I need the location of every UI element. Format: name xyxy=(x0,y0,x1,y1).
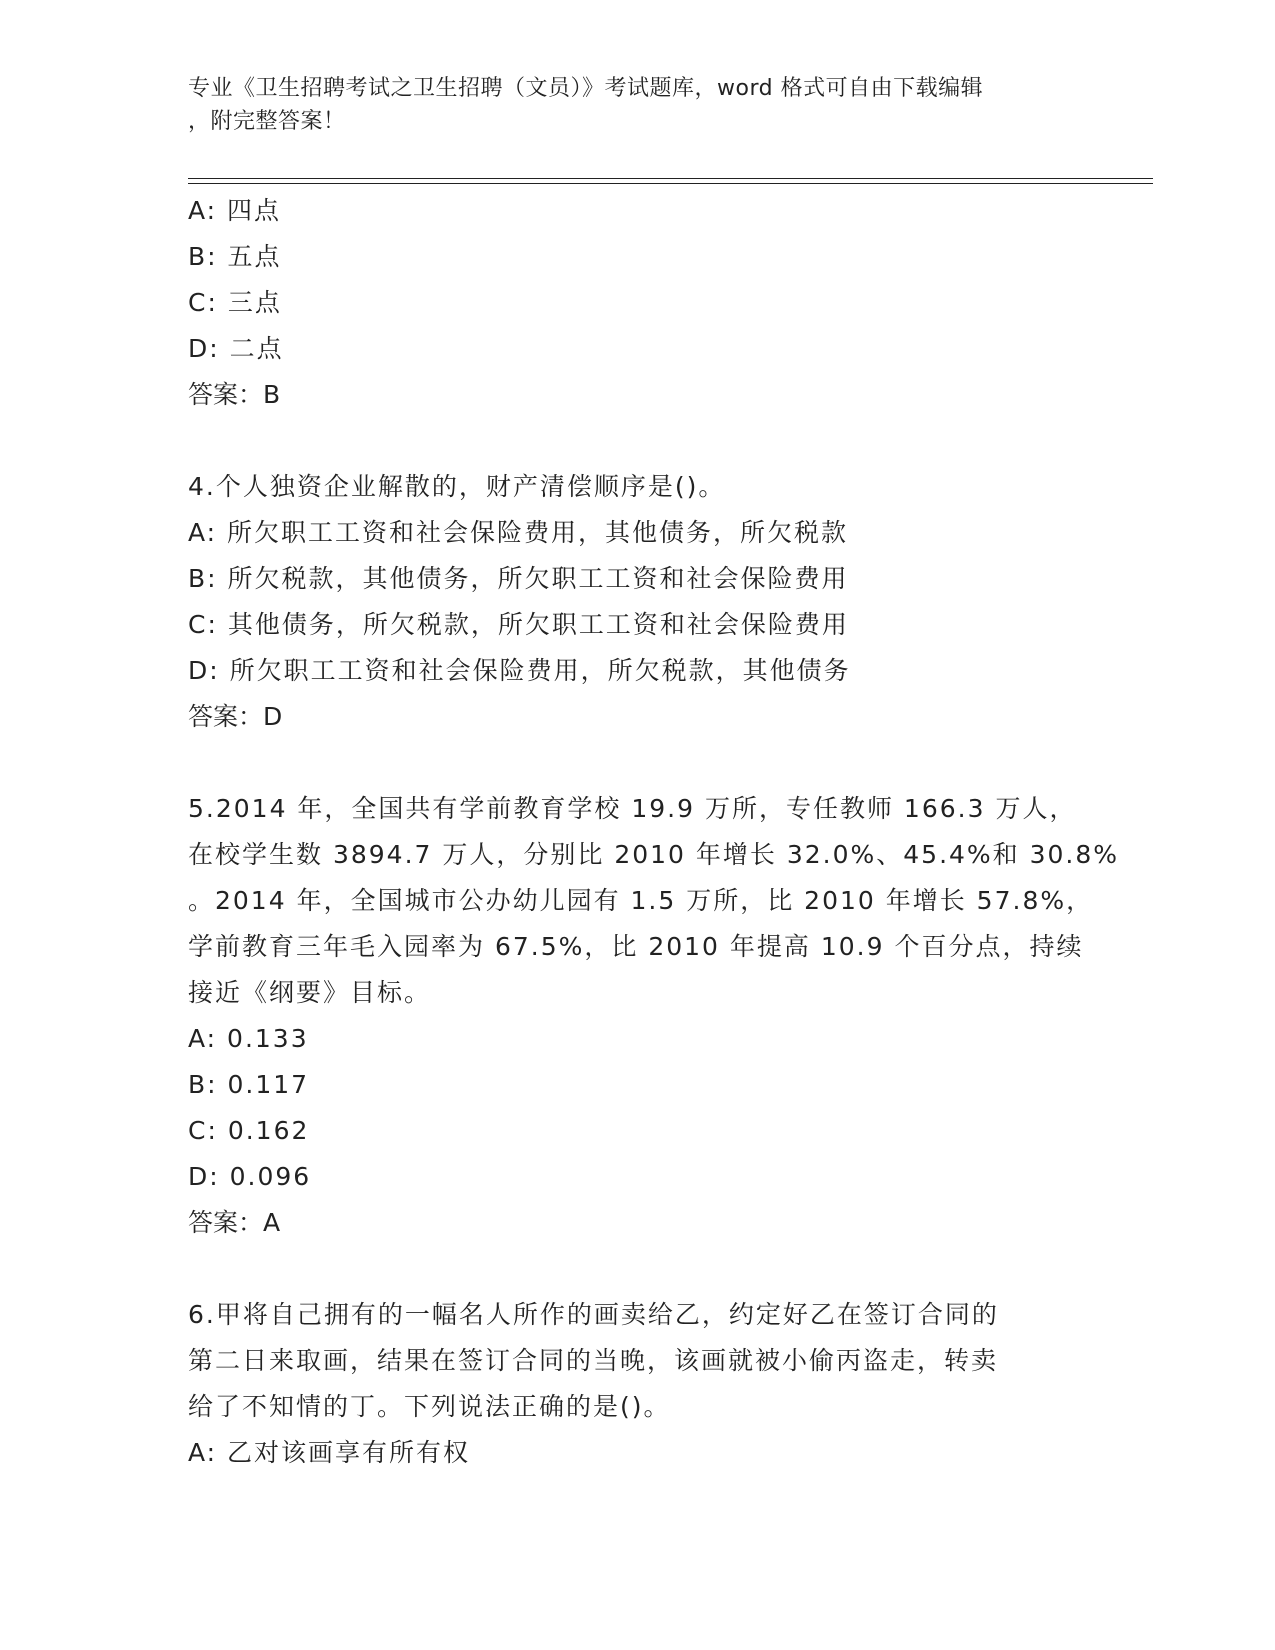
option-a: A: 四点 xyxy=(188,196,282,225)
spacer xyxy=(188,1246,1088,1292)
option-b: B: 五点 xyxy=(188,242,282,271)
question-4 xyxy=(188,464,1088,740)
header-divider-bottom xyxy=(188,183,1153,184)
answer-label: 答案：A xyxy=(188,1208,281,1237)
header-line-1: 专业《卫生招聘考试之卫生招聘（文员）》考试题库，word 格式可自由下载编辑 xyxy=(188,76,984,101)
question-stem-line: 。2014 年，全国城市公办幼儿园有 1.5 万所，比 2010 年增长 57.8%， xyxy=(188,886,1094,915)
question-stem-line: 5.2014 年，全国共有学前教育学校 19.9 万所，专任教师 166.3 万人， xyxy=(188,794,1077,823)
header-line-2: ，附完整答案！ xyxy=(188,109,346,134)
option-a: A: 所欠职工工资和社会保险费用，其他债务，所欠税款 xyxy=(188,518,849,547)
option-a: A: 0.133 xyxy=(188,1024,309,1053)
question-stem-line: 第二日来取画，结果在签订合同的当晚，该画就被小偷丙盗走，转卖 xyxy=(188,1346,999,1375)
answer-label: 答案：B xyxy=(188,380,281,409)
option-c: C: 三点 xyxy=(188,288,282,317)
spacer xyxy=(188,418,1088,464)
question-5 xyxy=(188,786,1120,1246)
option-d: D: 二点 xyxy=(188,334,284,363)
question-3 xyxy=(188,188,1088,418)
option-d: D: 0.096 xyxy=(188,1162,312,1191)
question-6 xyxy=(188,1292,1088,1476)
option-b: B: 所欠税款，其他债务，所欠职工工资和社会保险费用 xyxy=(188,564,849,593)
option-d: D: 所欠职工工资和社会保险费用，所欠税款，其他债务 xyxy=(188,656,851,685)
answer-label: 答案：D xyxy=(188,702,283,731)
option-b: B: 0.117 xyxy=(188,1070,310,1099)
question-list xyxy=(188,188,1120,1476)
option-a: A: 乙对该画享有所有权 xyxy=(188,1438,471,1467)
document-header xyxy=(188,72,1088,138)
question-stem-line: 给了不知情的丁。下列说法正确的是()。 xyxy=(188,1392,671,1421)
header-divider-top xyxy=(188,178,1153,179)
question-stem: 4.个人独资企业解散的，财产清偿顺序是()。 xyxy=(188,472,726,501)
question-stem-line: 接近《纲要》目标。 xyxy=(188,978,432,1007)
option-c: C: 其他债务，所欠税款，所欠职工工资和社会保险费用 xyxy=(188,610,849,639)
question-stem-line: 学前教育三年毛入园率为 67.5%，比 2010 年提高 10.9 个百分点，持续 xyxy=(188,932,1084,961)
spacer xyxy=(188,740,1088,786)
question-stem-line: 6.甲将自己拥有的一幅名人所作的画卖给乙，约定好乙在签订合同的 xyxy=(188,1300,999,1329)
option-c: C: 0.162 xyxy=(188,1116,310,1145)
question-stem-line: 在校学生数 3894.7 万人，分别比 2010 年增长 32.0%、45.4%和 30.8% xyxy=(188,840,1120,869)
